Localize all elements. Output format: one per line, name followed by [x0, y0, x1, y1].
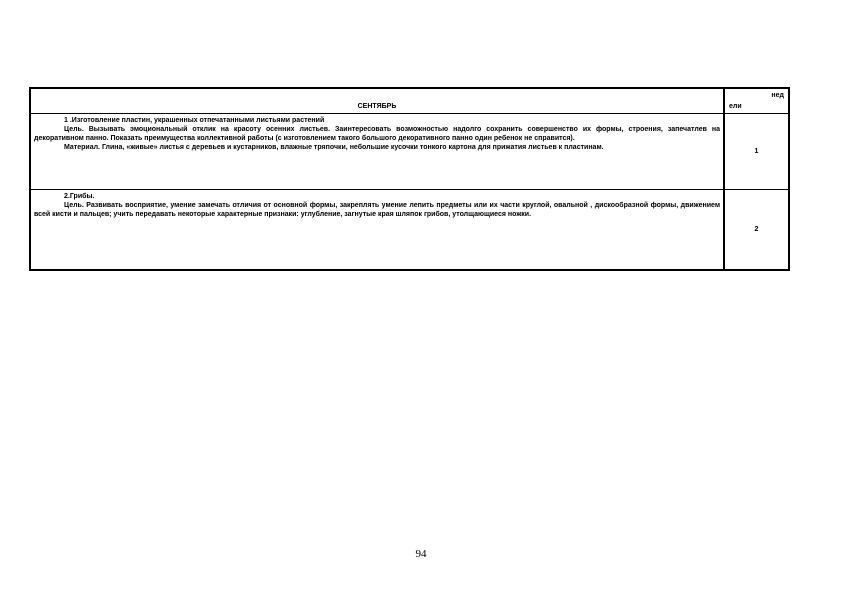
lesson-title-2: 2.Грибы. [64, 193, 95, 200]
table-row [30, 190, 789, 270]
lesson-plan-table [29, 87, 790, 271]
page-number: 94 [415, 548, 427, 560]
week-number-2: 2 [724, 190, 789, 270]
month-header-cell [30, 88, 724, 114]
lesson-title-1: 1 .Изготовление пластин, украшенных отпечатанными листьями растений [64, 117, 325, 124]
lesson-material-1: Материал. Глина, «живые» листья с деревьев и кустарников, влажные тряпочки, небольшие кусочки тонкого картона для прижатия листьев к пластинам. [64, 144, 604, 152]
month-header: СЕНТЯБРЬ [357, 102, 397, 110]
table-header-row [30, 88, 789, 114]
lesson-goal-1: Цель. Вызывать эмоциональный отклик на красоту осенних листьев. Заинтересовать возможностью надолго сохранить совершенство их формы, строения, запечатлев на декоративном панно. Показать преимущества коллективной работы (с изготовлением такого большого декоративного панно один ребенок не справится). [34, 126, 720, 143]
week-header-bottom: ели [729, 102, 742, 110]
week-header-cell [724, 88, 789, 114]
lesson-goal-2: Цель. Развивать восприятие, умение замечать отличия от основной формы, закреплять умение лепить предметы или их части круглой, овальной , дискообразной формы, движением всей кисти и пальцев; учить передавать некоторые характерные признаки: углубление, загнутые края шляпок грибов, утолщающиеся ножки. [34, 202, 720, 219]
week-header-top: нед [771, 92, 784, 99]
week-number-1: 1 [724, 114, 789, 190]
table-row [30, 114, 789, 190]
lesson-cell-2 [30, 190, 724, 270]
lesson-cell-1 [30, 114, 724, 190]
